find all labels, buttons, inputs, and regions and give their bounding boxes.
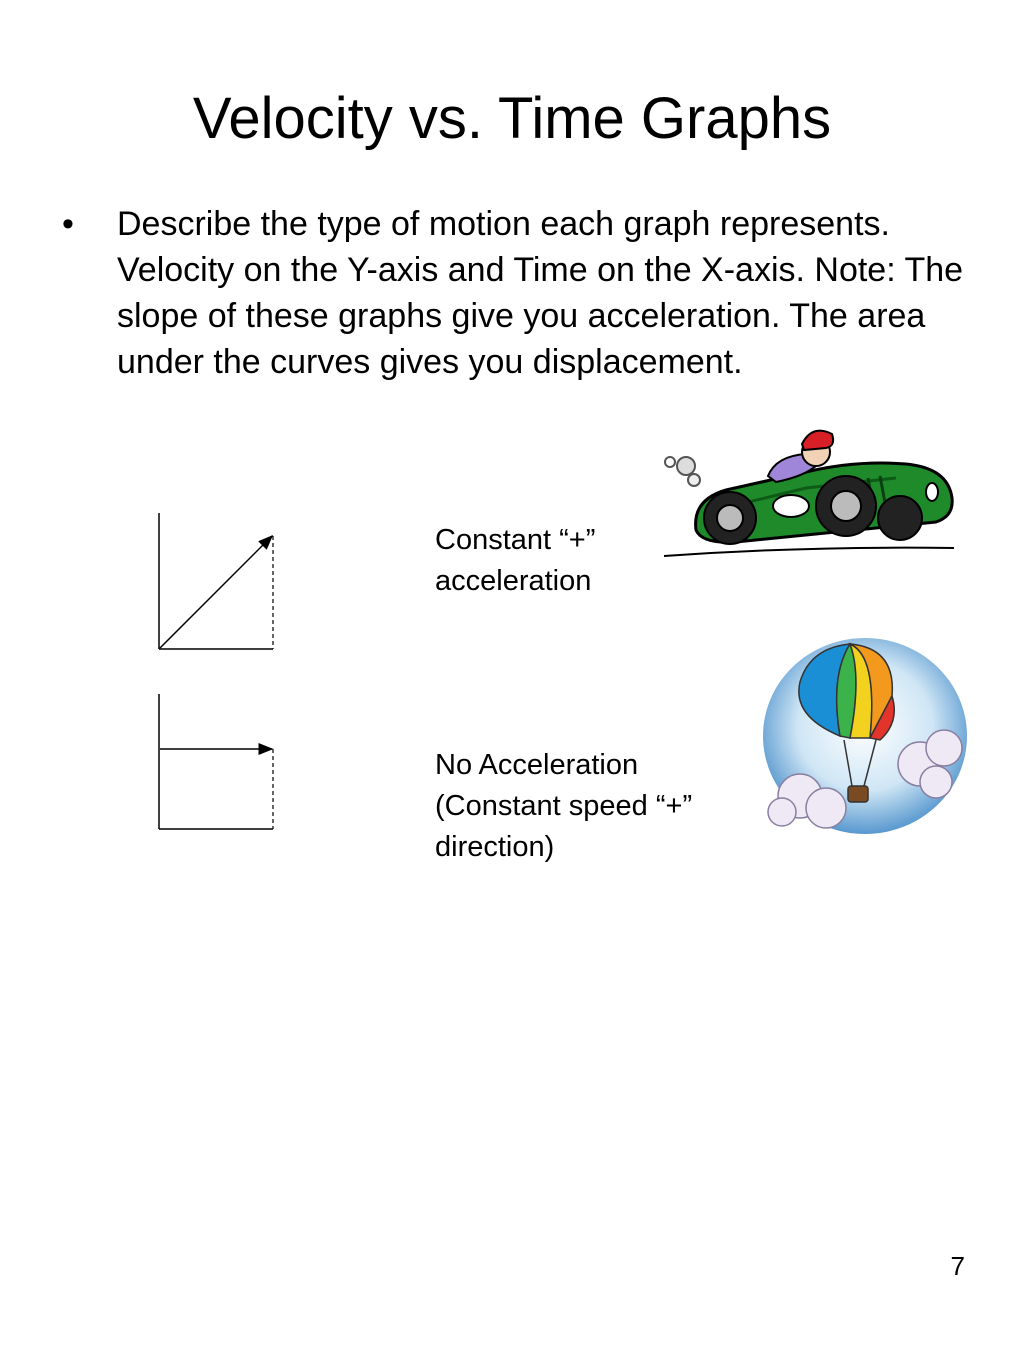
bullet-marker: • — [62, 205, 74, 243]
velocity-line — [160, 536, 272, 648]
caption-constant-acceleration — [435, 520, 665, 602]
race-car-icon — [656, 420, 956, 560]
caption-line: Constant “+” — [435, 524, 596, 556]
hot-air-balloon-icon — [760, 636, 970, 841]
caption-line: (Constant speed “+” — [435, 790, 693, 822]
page-number: 7 — [950, 1251, 965, 1281]
caption-line: direction) — [435, 831, 555, 863]
velocity-graph-no-acceleration — [150, 688, 285, 838]
velocity-graph-constant-acceleration — [150, 505, 285, 655]
slide-title: Velocity vs. Time Graphs — [192, 86, 832, 151]
bullet-text: Describe the type of motion each graph represents. Velocity on the Y-axis and Time on the X-axis. Note: The slope of these graphs give you acceleration. The area under the curves gives you displacement. — [117, 205, 964, 381]
caption-line: acceleration — [435, 565, 592, 597]
caption-no-acceleration — [435, 745, 755, 868]
caption-line: No Acceleration — [435, 749, 639, 781]
